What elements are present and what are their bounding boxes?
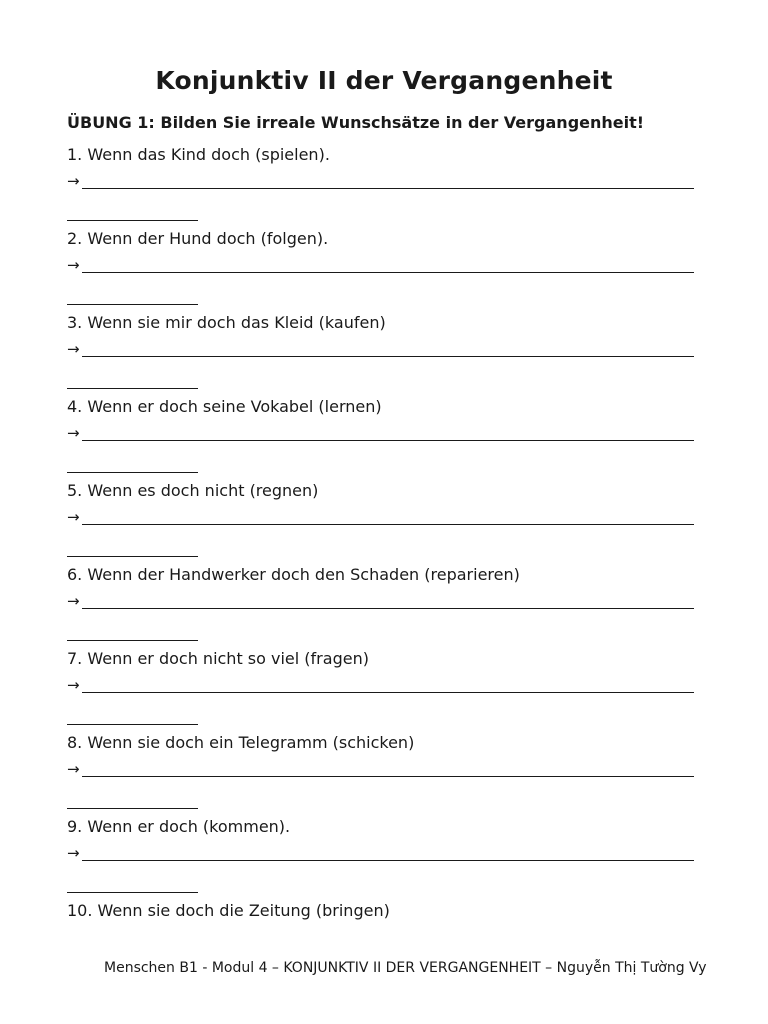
exercise-item <box>67 481 707 565</box>
arrow-icon: → <box>67 424 80 442</box>
item-prompt: 3. Wenn sie mir doch das Kleid (kaufen) <box>67 313 386 332</box>
page-title: Konjunktiv II der Vergangenheit <box>155 66 613 95</box>
exercise-item <box>67 649 707 733</box>
answer-rule-continuation <box>67 640 198 641</box>
item-prompt: 1. Wenn das Kind doch (spielen). <box>67 145 330 164</box>
answer-line <box>67 676 695 696</box>
answer-rule <box>82 440 694 441</box>
exercise-item <box>67 901 707 931</box>
item-prompt: 6. Wenn der Handwerker doch den Schaden (reparieren) <box>67 565 520 584</box>
answer-rule <box>82 692 694 693</box>
answer-line <box>67 256 695 276</box>
answer-rule-continuation <box>67 388 198 389</box>
exercise-item <box>67 229 707 313</box>
arrow-icon: → <box>67 676 80 694</box>
item-prompt: 2. Wenn der Hund doch (folgen). <box>67 229 329 248</box>
answer-rule-continuation <box>67 724 198 725</box>
arrow-icon: → <box>67 172 80 190</box>
answer-rule <box>82 272 694 273</box>
arrow-icon: → <box>67 256 80 274</box>
answer-rule-continuation <box>67 556 198 557</box>
answer-line <box>67 592 695 612</box>
answer-line <box>67 844 695 864</box>
arrow-icon: → <box>67 592 80 610</box>
arrow-icon: → <box>67 340 80 358</box>
item-prompt: 10. Wenn sie doch die Zeitung (bringen) <box>67 901 390 920</box>
answer-rule <box>82 356 694 357</box>
exercise-item <box>67 313 707 397</box>
answer-line <box>67 424 695 444</box>
answer-rule-continuation <box>67 808 198 809</box>
item-prompt: 5. Wenn es doch nicht (regnen) <box>67 481 319 500</box>
answer-rule-continuation <box>67 472 198 473</box>
exercise-item <box>67 733 707 817</box>
item-prompt: 8. Wenn sie doch ein Telegramm (schicken) <box>67 733 415 752</box>
answer-rule <box>82 524 694 525</box>
item-prompt: 4. Wenn er doch seine Vokabel (lernen) <box>67 397 382 416</box>
exercise-heading: ÜBUNG 1: Bilden Sie irreale Wunschsätze in der Vergangenheit! <box>67 113 645 132</box>
arrow-icon: → <box>67 508 80 526</box>
answer-line <box>67 508 695 528</box>
answer-rule <box>82 860 694 861</box>
exercise-item <box>67 565 707 649</box>
answer-rule-continuation <box>67 304 198 305</box>
arrow-icon: → <box>67 844 80 862</box>
arrow-icon: → <box>67 760 80 778</box>
answer-rule <box>82 608 694 609</box>
answer-line <box>67 760 695 780</box>
answer-rule-continuation <box>67 892 198 893</box>
answer-rule <box>82 776 694 777</box>
exercise-item <box>67 145 707 229</box>
answer-rule <box>82 188 694 189</box>
answer-rule-continuation <box>67 220 198 221</box>
item-prompt: 7. Wenn er doch nicht so viel (fragen) <box>67 649 369 668</box>
item-prompt: 9. Wenn er doch (kommen). <box>67 817 291 836</box>
exercise-item <box>67 397 707 481</box>
page-footer: Menschen B1 - Modul 4 – KONJUNKTIV II DER VERGANGENHEIT – Nguyễn Thị Tường Vy <box>104 960 707 976</box>
answer-line <box>67 340 695 360</box>
exercise-item <box>67 817 707 901</box>
answer-line <box>67 172 695 192</box>
